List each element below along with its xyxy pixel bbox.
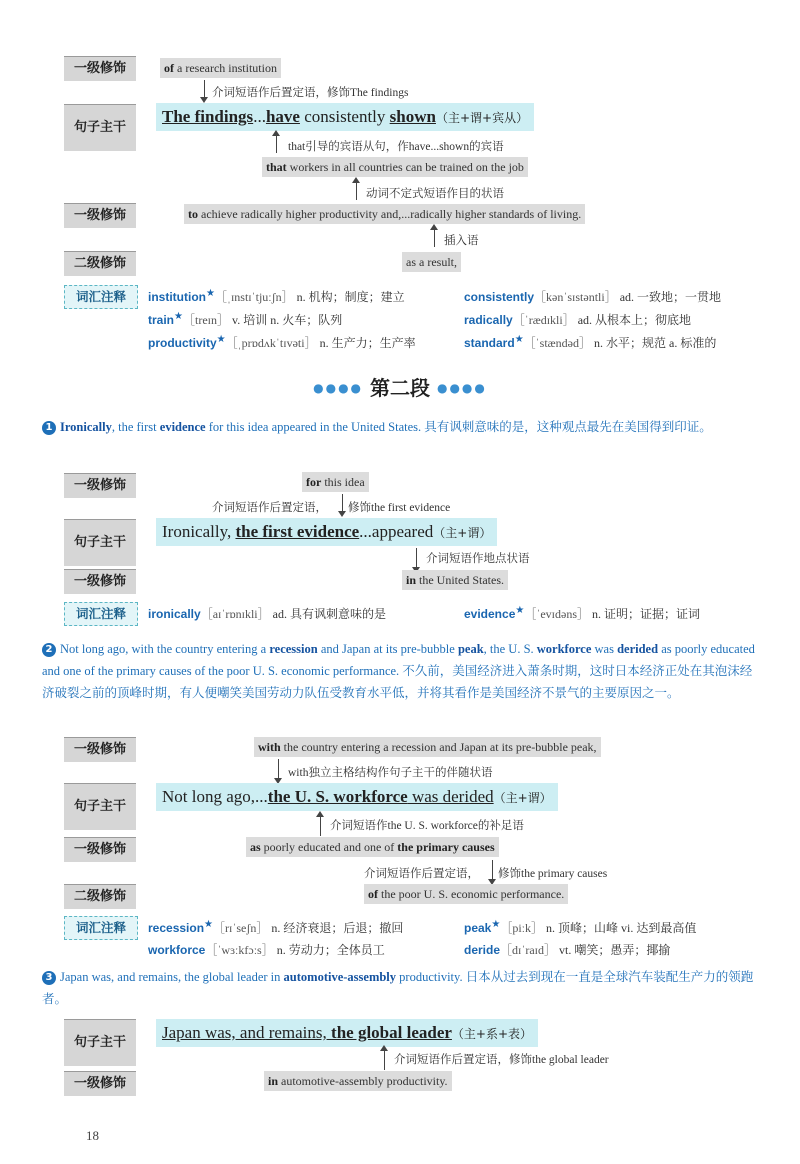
- grammar-note: 介词短语作后置定语，修饰The findings: [212, 87, 409, 99]
- main-clause-box: Not long ago,...the U. S. workforce was derided（主+谓）: [156, 783, 558, 811]
- dots-decoration-icon: ●●●●: [313, 381, 364, 395]
- label-main: 句子主干: [64, 519, 136, 566]
- label-vocab: 词汇注释: [64, 916, 138, 940]
- label-level1: 一级修饰: [64, 1071, 136, 1096]
- vocab-entry: recession★［rɪˈseʃn］ n. 经济衰退；后退；撤回: [148, 919, 404, 935]
- modifier-box: as poorly educated and one of the primary causes: [246, 837, 499, 857]
- label-level2: 二级修饰: [64, 251, 136, 276]
- up-arrow-icon: [276, 135, 277, 153]
- label-main: 句子主干: [64, 1019, 136, 1066]
- label-level1: 一级修饰: [64, 737, 136, 762]
- grammar-note: 介词短语作the U. S. workforce的补足语: [330, 820, 524, 832]
- modifier-box: with the country entering a recession and Japan at its pre-bubble peak,: [254, 737, 601, 757]
- grammar-note: 介词短语作地点状语: [426, 553, 530, 565]
- modifier-box: of the poor U. S. economic performance.: [364, 884, 568, 904]
- grammar-note: 修饰the primary causes: [498, 868, 608, 880]
- main-clause-box: Japan was, and remains, the global leader（主+系+表）: [156, 1019, 538, 1047]
- vocab-entry: ironically［aɪˈrɒnɪkli］ ad. 具有讽刺意味的是: [148, 607, 386, 621]
- up-arrow-icon: [356, 182, 357, 200]
- label-level1: 一级修饰: [64, 569, 136, 594]
- vocab-entry: workforce［ˈwɜːkfɔːs］ n. 劳动力；全体员工: [148, 943, 385, 957]
- up-arrow-icon: [384, 1050, 385, 1070]
- grammar-note: 动词不定式短语作目的状语: [366, 188, 504, 200]
- modifier-box: to achieve radically higher productivity and,...radically higher standards of living.: [184, 204, 585, 224]
- label-level2: 二级修饰: [64, 884, 136, 909]
- grammar-note: that引导的宾语从句，作have...shown的宾语: [288, 141, 504, 153]
- grammar-note: 插入语: [444, 235, 479, 247]
- section-title: ●●●● 第二段 ●●●●: [313, 376, 487, 400]
- label-level1: 一级修饰: [64, 837, 136, 862]
- vocab-entry: train★［treɪn］ v. 培训 n. 火车；队列: [148, 311, 343, 327]
- vocab-entry: standard★［ˈstændəd］ n. 水平；规范 a. 标准的: [464, 334, 717, 350]
- sentence-3: 3 Japan was, and remains, the global leader in automotive-assembly productivity. 日本从过去到现在一直是全球汽车装配生产力的领跑者。: [42, 969, 754, 1006]
- grammar-note: with独立主格结构作句子主干的伴随状语: [288, 767, 493, 779]
- down-arrow-icon: [416, 548, 417, 568]
- up-arrow-icon: [320, 816, 321, 836]
- clause-box: that workers in all countries can be trained on the job: [262, 157, 528, 177]
- vocab-entry: radically［ˈrædɪkli］ ad. 从根本上；彻底地: [464, 313, 692, 327]
- main-clause-box: The findings...have consistently shown（主+谓+宾从）: [156, 103, 534, 131]
- dots-decoration-icon: ●●●●: [436, 381, 487, 395]
- grammar-note: 介词短语作后置定语，: [212, 502, 327, 514]
- label-main: 句子主干: [64, 104, 136, 151]
- up-arrow-icon: [434, 229, 435, 247]
- main-clause-box: Ironically, the first evidence...appeared（主+谓）: [156, 518, 497, 546]
- vocab-entry: institution★［ˌɪnstɪˈtjuːʃn］ n. 机构；制度；建立: [148, 288, 405, 304]
- down-arrow-icon: [278, 759, 279, 779]
- sentence-1: 1 Ironically, the first evidence for this idea appeared in the United States. 具有讽刺意味的是，这种观点最先在美国得到印证。: [42, 416, 758, 438]
- vocab-entry: evidence★［ˈevɪdəns］ n. 证明；证据；证词: [464, 605, 701, 621]
- vocab-entry: consistently［kənˈsɪstəntli］ ad. 一致地；一贯地: [464, 290, 722, 304]
- label-level1: 一级修饰: [64, 473, 136, 498]
- modifier-box: of a research institution: [160, 58, 281, 78]
- label-level1: 一级修饰: [64, 56, 136, 81]
- page-number: 18: [86, 1128, 99, 1143]
- vocab-entry: productivity★［ˌprɒdʌkˈtɪvəti］ n. 生产力；生产率: [148, 334, 416, 350]
- modifier-box: as a result,: [402, 252, 461, 272]
- label-vocab: 词汇注释: [64, 602, 138, 626]
- modifier-box: for this idea: [302, 472, 369, 492]
- vocab-entry: deride［dɪˈraɪd］ vt. 嘲笑；愚弄；揶揄: [464, 943, 671, 957]
- vocab-entry: peak★［piːk］ n. 顶峰；山峰 vi. 达到最高值: [464, 919, 697, 935]
- grammar-note: 介词短语作后置定语，: [364, 868, 479, 880]
- down-arrow-icon: [492, 860, 493, 880]
- modifier-box: in automotive-assembly productivity.: [264, 1071, 452, 1091]
- label-main: 句子主干: [64, 783, 136, 830]
- modifier-box: in the United States.: [402, 570, 508, 590]
- label-vocab: 词汇注释: [64, 285, 138, 309]
- label-level1: 一级修饰: [64, 203, 136, 228]
- down-arrow-icon: [204, 80, 205, 98]
- grammar-note: 介词短语作后置定语，修饰the global leader: [394, 1054, 609, 1066]
- grammar-note: 修饰the first evidence: [348, 502, 451, 514]
- sentence-2: 2 Not long ago, with the country entering a recession and Japan at its pre-bubble peak, the U. S. workforce was derided as poorly educated and one of the primary causes of the poor U. S. economic performance. 不久前，美国经济进入萧条时期，这时日本经济正处在其泡沫经济破裂之前的顶峰时期，有人便嘲笑美国劳动力队伍受教育水平低，并将其看作是美国经济不景气的主要原因之一。: [42, 642, 755, 700]
- down-arrow-icon: [342, 494, 343, 512]
